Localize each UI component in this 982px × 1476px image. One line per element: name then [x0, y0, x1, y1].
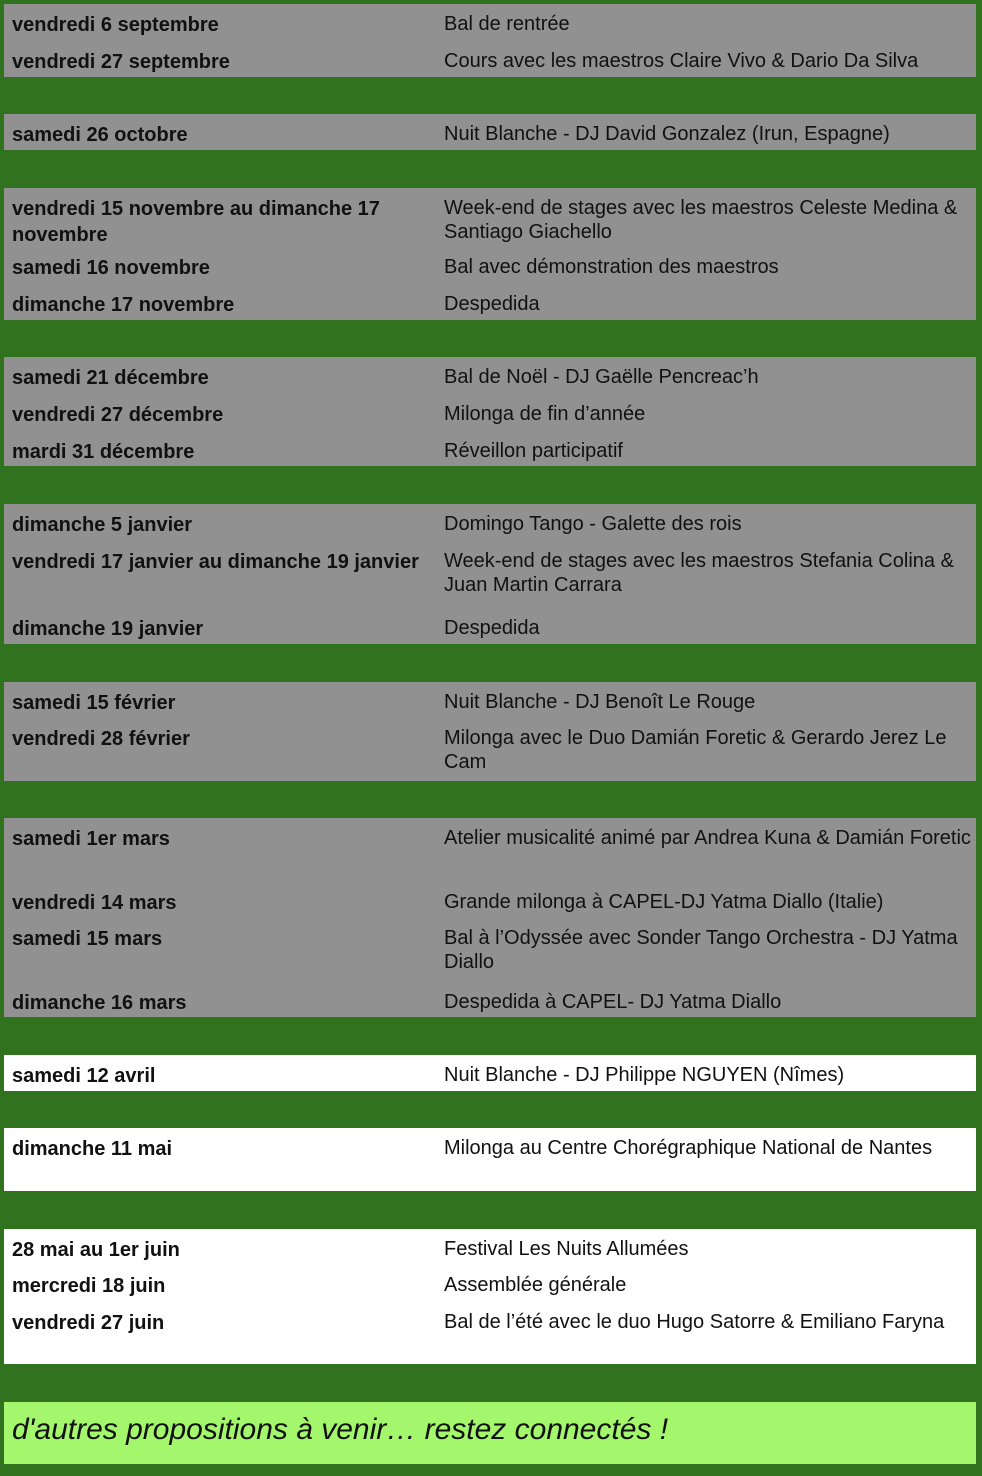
event-title: Festival Les Nuits Allumées: [444, 1238, 689, 1260]
event-title: Milonga au Centre Chorégraphique National de Nantes: [444, 1137, 933, 1159]
event-block-april: [4, 1055, 976, 1091]
event-block-may: [4, 1128, 976, 1191]
event-date: dimanche 11 mai: [12, 1138, 173, 1160]
event-date: vendredi 6 septembre: [12, 14, 219, 36]
event-date: vendredi 28 février: [12, 728, 190, 750]
event-title: Nuit Blanche - DJ David Gonzalez (Irun, Espagne): [444, 123, 890, 145]
event-title: Réveillon participatif: [444, 440, 623, 462]
event-title: Bal de Noël - DJ Gaëlle Pencreac’h: [444, 366, 759, 388]
event-block-october: [4, 114, 976, 150]
event-date: samedi 15 février: [12, 692, 176, 714]
event-date: dimanche 19 janvier: [12, 618, 204, 640]
event-title: Bal avec démonstration des maestros: [444, 256, 779, 278]
event-date: dimanche 17 novembre: [12, 294, 235, 316]
event-block-december: [4, 357, 976, 466]
event-title: Despedida: [444, 293, 540, 315]
event-title: Grande milonga à CAPEL-DJ Yatma Diallo (Italie): [444, 891, 884, 913]
event-title: Nuit Blanche - DJ Benoît Le Rouge: [444, 691, 756, 713]
event-date: vendredi 17 janvier au dimanche 19 janvier: [12, 551, 419, 573]
event-title: Bal de rentrée: [444, 13, 570, 35]
event-title: Week-end de stages avec les maestros Celeste Medina & Santiago Giachello: [444, 197, 958, 243]
event-date: mercredi 18 juin: [12, 1275, 166, 1297]
event-title: Despedida: [444, 617, 540, 639]
event-date: vendredi 27 juin: [12, 1312, 165, 1334]
event-date: vendredi 14 mars: [12, 892, 177, 914]
footer-text: d'autres propositions à venir… restez connectés !: [12, 1413, 669, 1446]
event-date: samedi 16 novembre: [12, 257, 210, 279]
event-date: samedi 15 mars: [12, 928, 163, 950]
event-date: samedi 12 avril: [12, 1065, 156, 1087]
event-date: vendredi 15 novembre au dimanche 17 novembre: [12, 198, 380, 246]
event-block-march: [4, 818, 976, 1017]
event-date: dimanche 5 janvier: [12, 514, 193, 536]
event-date: mardi 31 décembre: [12, 441, 195, 463]
event-block-june: [4, 1229, 976, 1364]
event-title: Nuit Blanche - DJ Philippe NGUYEN (Nîmes): [444, 1064, 845, 1086]
event-title: Domingo Tango - Galette des rois: [444, 513, 742, 535]
event-block-january: [4, 504, 976, 644]
event-block-february: [4, 682, 976, 781]
event-title: Bal de l’été avec le duo Hugo Satorre & Emiliano Faryna: [444, 1311, 945, 1333]
event-title: Milonga de fin d’année: [444, 403, 646, 425]
event-title: Milonga avec le Duo Damián Foretic & Gerardo Jerez Le Cam: [444, 727, 947, 773]
event-date: samedi 21 décembre: [12, 367, 209, 389]
event-date: 28 mai au 1er juin: [12, 1239, 180, 1261]
event-title: Despedida à CAPEL- DJ Yatma Diallo: [444, 991, 782, 1013]
event-title: Assemblée générale: [444, 1274, 627, 1296]
event-date: vendredi 27 décembre: [12, 404, 224, 426]
event-title: Week-end de stages avec les maestros Stefania Colina & Juan Martin Carrara: [444, 550, 954, 596]
event-title: Cours avec les maestros Claire Vivo & Dario Da Silva: [444, 50, 919, 72]
event-title: Bal à l’Odyssée avec Sonder Tango Orchestra - DJ Yatma Diallo: [444, 927, 958, 973]
event-date: dimanche 16 mars: [12, 992, 187, 1014]
footer-banner: [4, 1402, 976, 1464]
event-title: Atelier musicalité animé par Andrea Kuna & Damián Foretic: [444, 827, 971, 849]
event-block-september: [4, 4, 976, 77]
event-date: vendredi 27 septembre: [12, 51, 230, 73]
event-date: samedi 26 octobre: [12, 124, 188, 146]
event-date: samedi 1er mars: [12, 828, 170, 850]
event-block-november: [4, 188, 976, 320]
